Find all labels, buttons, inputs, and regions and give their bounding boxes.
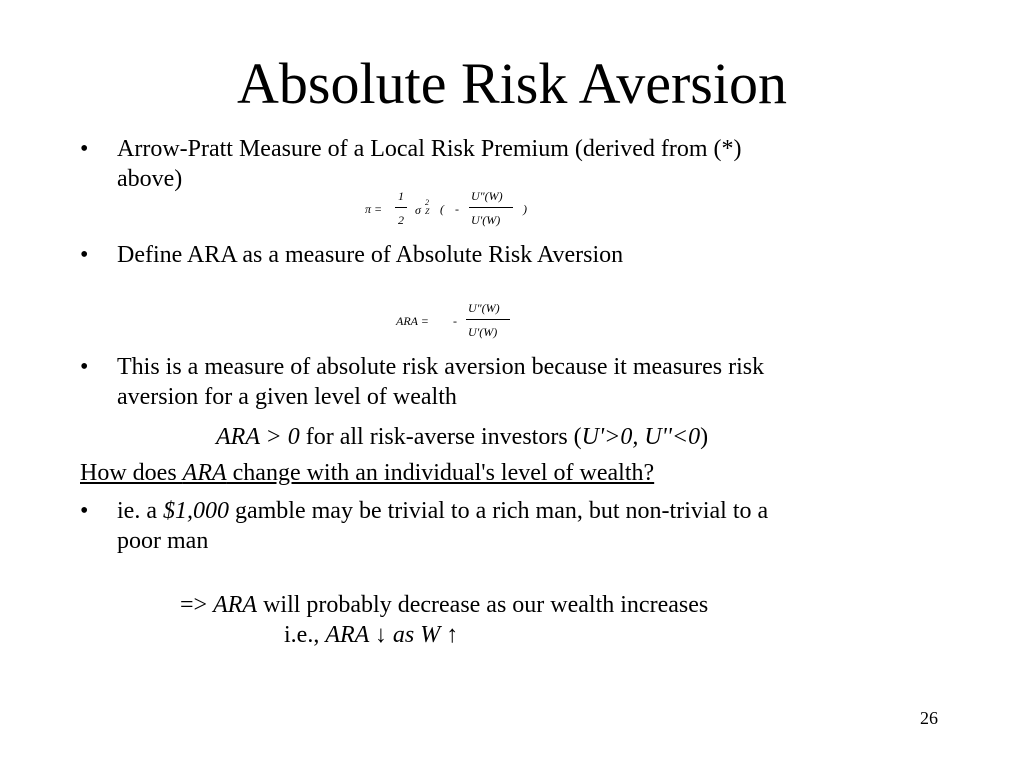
bullet-line-2: aversion for a given level of wealth: [117, 384, 457, 410]
bullet-line-1: This is a measure of absolute risk aversion because it measures risk: [117, 354, 765, 380]
bullet-line-1: Arrow-Pratt Measure of a Local Risk Premium (derived from (*): [117, 136, 742, 162]
page-number: 26: [920, 708, 938, 728]
ara-positive-statement: [216, 422, 708, 452]
bullet-dot: •: [80, 242, 89, 268]
bullet-text: [117, 496, 920, 556]
conclusion-ara: ARA: [213, 592, 258, 618]
ie-line: [284, 620, 458, 650]
ie-prefix: i.e.,: [284, 622, 326, 648]
bullet-dot: •: [80, 136, 89, 162]
example-part-1: ie. a: [117, 498, 163, 524]
formula-numerator: U″(W): [471, 189, 503, 203]
utility-conditions: U'>0, U''<0: [581, 424, 701, 450]
conclusion-text: will probably decrease as our wealth increases: [257, 592, 709, 618]
bullet-text: Define ARA as a measure of Absolute Risk Aversion: [117, 242, 624, 268]
ara-formula: [396, 298, 536, 344]
sigma-symbol: σ: [415, 203, 421, 217]
sigma-superscript: 2: [425, 198, 429, 207]
conclusion-line: [180, 590, 708, 620]
bullet-gamble-example: [80, 496, 920, 556]
ara-denominator: U′(W): [468, 325, 498, 339]
half-fraction-bar: [395, 207, 407, 208]
bullet-arrow-pratt: [80, 134, 920, 194]
bullet-define-ara: [80, 240, 920, 270]
minus-sign: -: [453, 314, 457, 328]
close-paren-text: ): [700, 424, 709, 450]
risk-premium-formula: [365, 186, 545, 232]
bullet-dot: •: [80, 354, 89, 380]
ara-fraction-bar: [466, 319, 510, 320]
bullet-dot: •: [80, 498, 89, 524]
bullet-measure-explanation: [80, 352, 920, 412]
wealth-question: [80, 458, 654, 488]
ara-lhs: ARA =: [396, 314, 429, 328]
formula-fraction-bar: [469, 207, 513, 208]
half-denominator: 2: [398, 213, 404, 227]
example-amount: $1,000: [162, 498, 229, 524]
slide-title: Absolute Risk Aversion: [237, 51, 787, 116]
bullet-line-2: above): [117, 166, 183, 192]
pi-equals: π =: [365, 202, 383, 216]
implies-arrow: =>: [180, 592, 214, 618]
ara-text: for all risk-averse investors (: [299, 424, 582, 450]
minus-sign: -: [455, 202, 459, 216]
open-paren: (: [440, 202, 444, 216]
ara-positive: ARA > 0: [216, 424, 300, 450]
bullet-text: [117, 134, 920, 194]
bullet-line-2: poor man: [117, 528, 209, 554]
close-paren: ): [523, 202, 527, 216]
sigma-subscript: Z: [425, 207, 430, 216]
half-numerator: 1: [398, 189, 404, 203]
question-part-1: How does: [80, 460, 183, 486]
ara-numerator: U″(W): [468, 301, 500, 315]
formula-denominator: U′(W): [471, 213, 501, 227]
ie-relation: ARA ↓ as W ↑: [325, 622, 459, 648]
bullet-text: [117, 352, 920, 412]
question-part-3: change with an individual's level of wealth?: [226, 460, 655, 486]
example-part-3: gamble may be trivial to a rich man, but non-trivial to a: [228, 498, 769, 524]
question-ara: ARA: [182, 460, 227, 486]
